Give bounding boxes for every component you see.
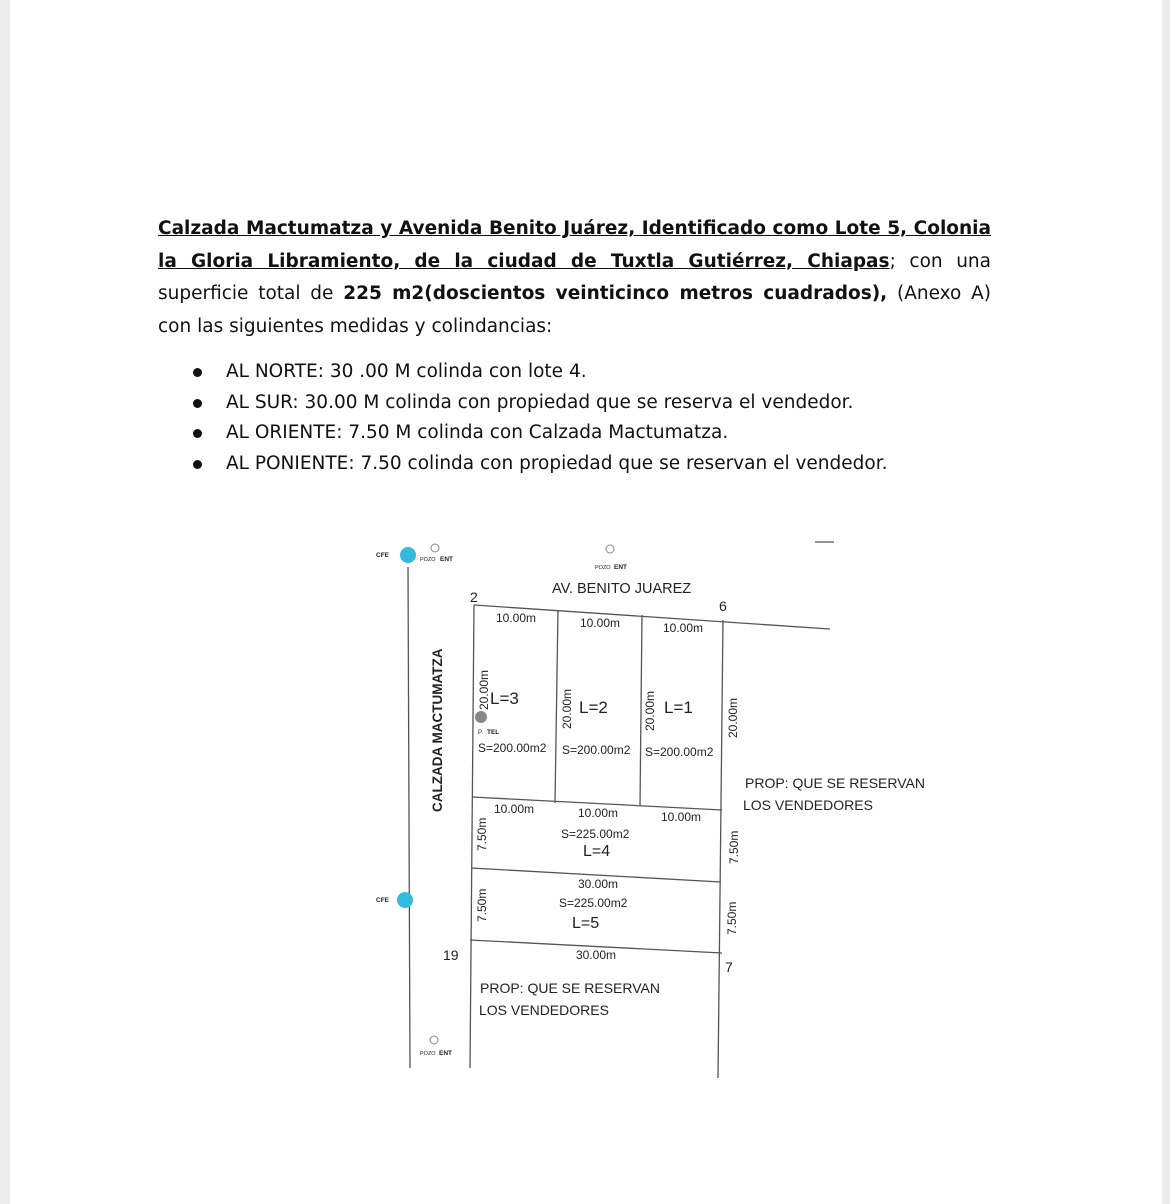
cfe-label-bottom: CFE [376, 897, 389, 904]
lot5-right-dimension: 7.50m [725, 901, 739, 935]
top-row-areas [478, 741, 714, 759]
lot3-side-dimension: 20.00m [477, 669, 491, 710]
corner-ne: 6 [719, 598, 727, 614]
lot3-label: L=3 [490, 689, 519, 708]
well-icon [606, 545, 614, 553]
boundary-north: AL NORTE: 30 .00 M colinda con lote 4. [190, 357, 888, 388]
corner-nw: 2 [470, 589, 478, 605]
lot3-area: S=200.00m2 [478, 741, 547, 755]
right-side-dimension: 20.00m [726, 697, 740, 738]
ent-label: ENT [439, 1050, 452, 1057]
lot4-area: S=225.00m2 [561, 827, 630, 841]
telephone-icon [475, 711, 487, 723]
cfe-marker-top [376, 547, 416, 563]
lot4-dimensions [494, 802, 701, 824]
boundary-west: AL PONIENTE: 7.50 colinda con propiedad que se reservan el vendedor. [190, 449, 888, 480]
address-text: Calzada Mactumatza y Avenida Benito Juárez, Identificado como Lote 5, Colonia la Gloria Libramiento, de la ciudad de Tuxtla Gutiérrez, Chiapas [158, 218, 991, 272]
prop-bottom [479, 980, 660, 1018]
ent-label: ENT [440, 556, 453, 563]
lot4-right-dimension: 7.50m [727, 830, 741, 864]
pozo-label: POZO [420, 557, 436, 563]
lot2-side-dimension: 20.00m [560, 688, 574, 729]
prop-right [743, 775, 925, 813]
lot1-area: S=200.00m2 [645, 745, 714, 759]
lot4-width-3: 10.00m [661, 810, 702, 824]
area-text: 225 m2(doscientos veinticinco metros cuadrados), [343, 283, 888, 304]
cfe-label-top: CFE [376, 552, 389, 559]
well-icon [431, 544, 439, 552]
lot-labels [490, 689, 693, 717]
lot5-label: L=5 [572, 915, 600, 932]
tel-p-label: P. [478, 730, 483, 736]
lot5-bottom-dimension: 30.00m [576, 948, 617, 962]
cfe-icon [397, 892, 413, 908]
lot4-label: L=4 [583, 843, 611, 860]
tel-label: TEL [487, 729, 500, 736]
lot2-top-dimension: 10.00m [580, 616, 621, 630]
lot2-label: L=2 [579, 698, 608, 717]
lot1-top-dimension: 10.00m [663, 621, 704, 635]
lot4-width-2: 10.00m [578, 806, 619, 820]
corner-sw: 19 [443, 947, 459, 963]
street-label-top: AV. BENITO JUAREZ [552, 581, 692, 597]
description-text-2: (Anexo A) con las siguientes medidas y colindancias: [158, 283, 991, 337]
telephone-marker [475, 711, 499, 736]
lot4-width-1: 10.00m [494, 802, 535, 816]
lot5-left-dimension: 7.50m [475, 888, 489, 922]
pozo-marker-top-left [420, 544, 453, 563]
ent-label: ENT [614, 564, 627, 571]
cfe-marker-bottom [376, 892, 413, 908]
pozo-marker-bottom [420, 1036, 452, 1057]
prop-right-line-1: PROP: QUE SE RESERVAN [745, 775, 925, 791]
lot1-side-dimension: 20.00m [643, 690, 657, 731]
top-dimensions [496, 611, 703, 635]
boundary-east: AL ORIENTE: 7.50 M colinda con Calzada Mactumatza. [190, 418, 888, 449]
pozo-label: POZO [420, 1051, 436, 1057]
boundary-south: AL SUR: 30.00 M colinda con propiedad que se reserva el vendedor. [190, 388, 888, 419]
lot4-left-dimension: 7.50m [475, 817, 489, 851]
prop-bottom-line-1: PROP: QUE SE RESERVAN [480, 980, 660, 996]
description-text-1: ; con una superficie total de [158, 250, 991, 304]
corner-se: 7 [725, 959, 733, 975]
lot5-top-dimension: 30.00m [578, 877, 619, 891]
lot5-area: S=225.00m2 [559, 896, 628, 910]
lot3-top-dimension: 10.00m [496, 611, 537, 625]
prop-bottom-line-2: LOS VENDEDORES [479, 1002, 609, 1018]
prop-right-line-2: LOS VENDEDORES [743, 797, 873, 813]
lot1-label: L=1 [664, 698, 693, 717]
street-label-left: CALZADA MACTUMATZA [430, 648, 445, 812]
well-icon [430, 1036, 438, 1044]
pozo-label: POZO [595, 565, 611, 571]
lot2-area: S=200.00m2 [562, 743, 631, 757]
cfe-icon [400, 547, 416, 563]
pozo-marker-top [595, 545, 627, 571]
